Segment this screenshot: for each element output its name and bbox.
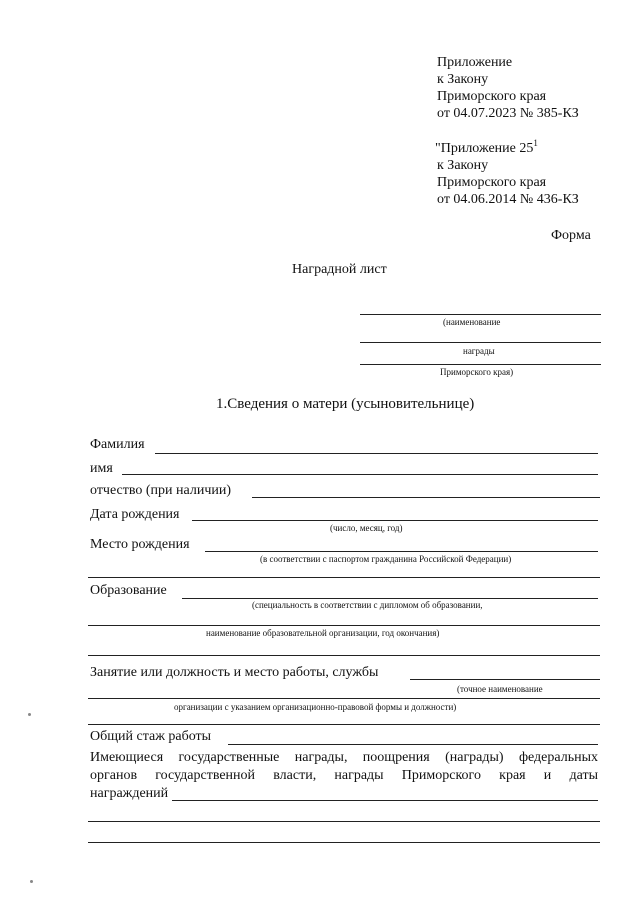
appendix25-superscript: 1 [533, 138, 538, 148]
surname-field[interactable] [155, 453, 598, 454]
appendix-line-3: Приморского края [437, 89, 547, 104]
appendix25-line-2: к Закону [437, 158, 489, 173]
appendix-line-4: от 04.07.2023 № 385-КЗ [437, 106, 579, 121]
birth-place-field[interactable] [205, 551, 598, 552]
education-field[interactable] [182, 598, 598, 599]
birth-date-label: Дата рождения [90, 507, 180, 522]
patronymic-label: отчество (при наличии) [90, 483, 232, 498]
awards-line-2: органов государственной власти, награды Приморского края и даты [90, 768, 598, 783]
occupation-field-2[interactable] [88, 698, 600, 699]
awards-field-3[interactable] [88, 842, 600, 843]
awards-field-2[interactable] [88, 821, 600, 822]
appendix25-line-4: от 04.06.2014 № 436-КЗ [437, 192, 579, 207]
section-1-title: 1.Сведения о матери (усыновительнице) [216, 396, 475, 412]
experience-label: Общий стаж работы [90, 729, 212, 744]
appendix25-prefix: "Приложение 25 [435, 141, 534, 156]
patronymic-field[interactable] [252, 497, 600, 498]
scan-dot [30, 880, 33, 883]
birth-place-field-2[interactable] [88, 577, 600, 578]
birth-place-hint: (в соответствии с паспортом гражданина Российской Федерации) [260, 554, 512, 564]
occupation-field[interactable] [410, 679, 600, 680]
birth-date-field[interactable] [192, 520, 598, 521]
award-name-hint-2: награды [463, 346, 495, 356]
occupation-hint-2: организации с указанием организационно-правовой формы и должности) [174, 702, 457, 712]
education-label: Образование [90, 583, 167, 598]
appendix25-line-1 [435, 138, 538, 157]
scan-dot [28, 713, 31, 716]
awards-field[interactable] [172, 800, 598, 801]
occupation-label: Занятие или должность и место работы, службы [90, 665, 379, 680]
education-field-2[interactable] [88, 625, 600, 626]
occupation-field-3[interactable] [88, 724, 600, 725]
award-name-hint-3: Приморского края) [440, 367, 514, 377]
surname-label: Фамилия [90, 437, 145, 452]
document-title: Наградной лист [292, 262, 387, 277]
education-hint-2: наименование образовательной организации, год окончания) [206, 628, 440, 638]
award-name-line-2[interactable] [360, 342, 601, 343]
experience-field[interactable] [228, 744, 598, 745]
birth-place-label: Место рождения [90, 537, 190, 552]
appendix-line-1: Приложение [437, 55, 513, 70]
award-name-line-1[interactable] [360, 314, 601, 315]
appendix-line-2: к Закону [437, 72, 489, 87]
awards-line-3: награждений [90, 786, 169, 801]
name-label: имя [90, 461, 113, 476]
name-field[interactable] [122, 474, 598, 475]
appendix25-line-3: Приморского края [437, 175, 547, 190]
awards-line-1: Имеющиеся государственные награды, поощрения (награды) федеральных [90, 750, 598, 765]
award-name-line-3[interactable] [360, 364, 601, 365]
award-name-hint-1: (наименование [443, 317, 501, 327]
education-hint-1: (специальность в соответствии с дипломом об образовании, [252, 600, 483, 610]
form-label: Форма [551, 228, 591, 243]
birth-date-hint: (число, месяц, год) [330, 523, 403, 533]
occupation-hint-1: (точное наименование [457, 684, 543, 694]
education-field-3[interactable] [88, 655, 600, 656]
